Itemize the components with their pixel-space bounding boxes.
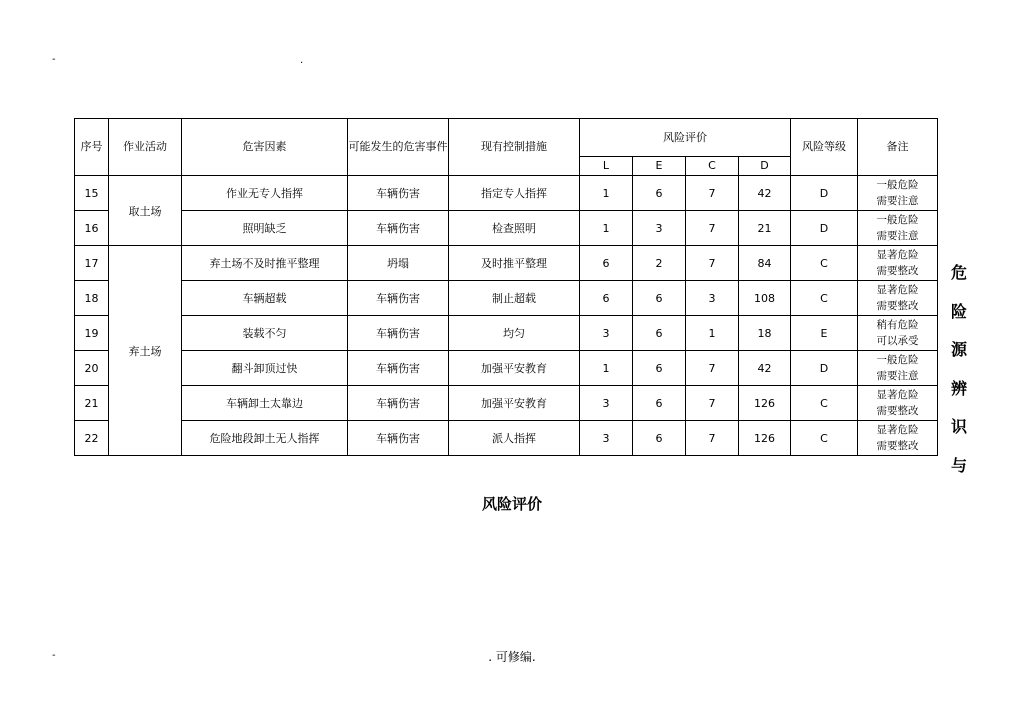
header-hazard: 危害因素 (182, 119, 348, 176)
cell-hazard: 车辆超载 (182, 281, 348, 316)
cell-remark (858, 281, 938, 316)
header-D: D (739, 157, 791, 176)
cell-remark (858, 386, 938, 421)
cell-E: 3 (633, 211, 686, 246)
cell-C: 7 (686, 351, 739, 386)
cell-remark (858, 211, 938, 246)
cell-level: D (791, 351, 858, 386)
cell-activity-group: 弃土场 (109, 246, 182, 456)
cell-level: D (791, 176, 858, 211)
side-char: 危 (950, 263, 967, 282)
cell-level: C (791, 386, 858, 421)
cell-E: 6 (633, 386, 686, 421)
table-row (75, 386, 938, 421)
header-risk-eval: 风险评价 (580, 119, 791, 157)
cell-seq: 21 (75, 386, 109, 421)
corner-mark-bottom-left: - (52, 650, 56, 661)
cell-hazard: 弃土场不及时推平整理 (182, 246, 348, 281)
side-char: 识 (950, 417, 967, 436)
cell-D: 108 (739, 281, 791, 316)
header-row-1 (75, 119, 938, 157)
header-L: L (580, 157, 633, 176)
table-row (75, 211, 938, 246)
remark-line-1: 显著危险 (876, 249, 919, 261)
header-C: C (686, 157, 739, 176)
cell-L: 3 (580, 386, 633, 421)
cell-activity-group: 取土场 (109, 176, 182, 246)
cell-C: 7 (686, 176, 739, 211)
cell-L: 1 (580, 176, 633, 211)
cell-seq: 19 (75, 316, 109, 351)
cell-event: 车辆伤害 (348, 176, 449, 211)
cell-seq: 16 (75, 211, 109, 246)
cell-seq: 18 (75, 281, 109, 316)
table-row (75, 316, 938, 351)
remark-line-2: 需要注意 (876, 195, 919, 207)
cell-control: 检查照明 (449, 211, 580, 246)
remark-line-1: 一般危险 (876, 214, 919, 226)
side-char: 与 (950, 455, 967, 475)
header-control: 现有控制措施 (449, 119, 580, 176)
table-row (75, 176, 938, 211)
cell-C: 7 (686, 246, 739, 281)
cell-hazard: 翻斗卸顶过快 (182, 351, 348, 386)
header-remark: 备注 (858, 119, 938, 176)
cell-E: 6 (633, 421, 686, 456)
cell-remark (858, 421, 938, 456)
cell-event: 车辆伤害 (348, 211, 449, 246)
remark-line-1: 一般危险 (876, 179, 919, 191)
cell-event: 车辆伤害 (348, 386, 449, 421)
header-activity: 作业活动 (109, 119, 182, 176)
cell-level: E (791, 316, 858, 351)
remark-line-2: 需要整改 (876, 405, 919, 417)
cell-event: 车辆伤害 (348, 421, 449, 456)
table-row (75, 421, 938, 456)
cell-control: 指定专人指挥 (449, 176, 580, 211)
cell-level: D (791, 211, 858, 246)
cell-E: 6 (633, 281, 686, 316)
cell-seq: 17 (75, 246, 109, 281)
cell-L: 3 (580, 421, 633, 456)
cell-C: 7 (686, 421, 739, 456)
cell-hazard: 作业无专人指挥 (182, 176, 348, 211)
cell-remark (858, 351, 938, 386)
header-E: E (633, 157, 686, 176)
remark-line-2: 需要整改 (876, 300, 919, 312)
cell-E: 6 (633, 351, 686, 386)
corner-mark-top-left: - (52, 54, 56, 65)
cell-level: C (791, 281, 858, 316)
cell-D: 42 (739, 176, 791, 211)
cell-seq: 15 (75, 176, 109, 211)
cell-event: 坍塌 (348, 246, 449, 281)
cell-D: 42 (739, 351, 791, 386)
cell-seq: 20 (75, 351, 109, 386)
cell-control: 加强平安教育 (449, 351, 580, 386)
cell-hazard: 装载不匀 (182, 316, 348, 351)
cell-event: 车辆伤害 (348, 281, 449, 316)
cell-E: 2 (633, 246, 686, 281)
cell-event: 车辆伤害 (348, 351, 449, 386)
risk-assessment-table (74, 118, 938, 456)
cell-control: 及时推平整理 (449, 246, 580, 281)
cell-L: 3 (580, 316, 633, 351)
cell-hazard: 危险地段卸土无人指挥 (182, 421, 348, 456)
cell-event: 车辆伤害 (348, 316, 449, 351)
table-row (75, 351, 938, 386)
cell-D: 18 (739, 316, 791, 351)
cell-E: 6 (633, 316, 686, 351)
side-vertical-title (944, 262, 974, 493)
cell-remark (858, 176, 938, 211)
cell-L: 1 (580, 211, 633, 246)
cell-hazard: 车辆卸土太靠边 (182, 386, 348, 421)
cell-control: 加强平安教育 (449, 386, 580, 421)
remark-line-2: 需要整改 (876, 265, 919, 277)
remark-line-1: 稍有危险 (876, 319, 919, 331)
cell-L: 6 (580, 246, 633, 281)
side-char: 源 (950, 340, 967, 359)
page-footer: . 可修编. (488, 650, 536, 664)
cell-D: 84 (739, 246, 791, 281)
mark-top-center: . (300, 55, 304, 66)
cell-L: 1 (580, 351, 633, 386)
cell-C: 7 (686, 211, 739, 246)
remark-line-2: 需要注意 (876, 230, 919, 242)
table-row (75, 246, 938, 281)
cell-remark (858, 316, 938, 351)
cell-control: 制止超载 (449, 281, 580, 316)
remark-line-1: 显著危险 (876, 389, 919, 401)
header-seq: 序号 (75, 119, 109, 176)
remark-line-2: 需要注意 (876, 370, 919, 382)
cell-control: 均匀 (449, 316, 580, 351)
remark-line-1: 一般危险 (876, 354, 919, 366)
cell-C: 1 (686, 316, 739, 351)
cell-seq: 22 (75, 421, 109, 456)
cell-C: 7 (686, 386, 739, 421)
side-char: 辨 (950, 378, 967, 398)
header-level: 风险等级 (791, 119, 858, 176)
remark-line-2: 可以承受 (876, 335, 919, 347)
cell-D: 126 (739, 421, 791, 456)
table-row (75, 281, 938, 316)
header-event: 可能发生的危害事件 (348, 119, 449, 176)
cell-level: C (791, 246, 858, 281)
cell-L: 6 (580, 281, 633, 316)
cell-C: 3 (686, 281, 739, 316)
remark-line-1: 显著危险 (876, 424, 919, 436)
cell-hazard: 照明缺乏 (182, 211, 348, 246)
cell-level: C (791, 421, 858, 456)
remark-line-1: 显著危险 (876, 284, 919, 296)
side-char: 险 (950, 301, 967, 321)
cell-control: 派人指挥 (449, 421, 580, 456)
cell-D: 126 (739, 386, 791, 421)
remark-line-2: 需要整改 (876, 440, 919, 452)
cell-remark (858, 246, 938, 281)
cell-D: 21 (739, 211, 791, 246)
cell-E: 6 (633, 176, 686, 211)
document-title: 风险评价 (481, 495, 542, 513)
